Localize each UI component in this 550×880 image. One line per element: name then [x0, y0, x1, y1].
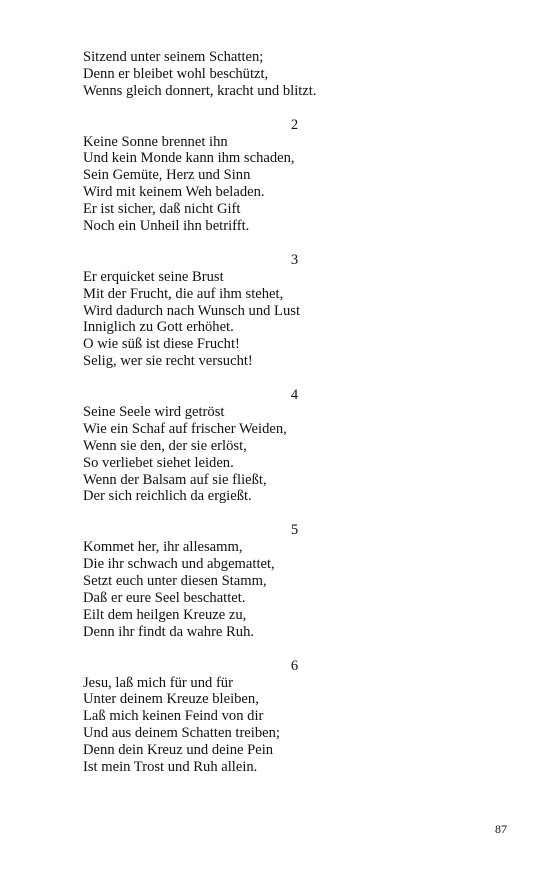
verse-line: Daß er eure Seel beschattet.: [83, 589, 246, 606]
stanza-5: [83, 522, 463, 640]
verse-line: Der sich reichlich da ergießt.: [83, 488, 252, 505]
poem: [83, 49, 463, 776]
verse-line: Denn ihr findt da wahre Ruh.: [83, 623, 255, 640]
verse-line: Er ist sicher, daß nicht Gift: [83, 201, 241, 218]
verse-line: Wird mit keinem Weh beladen.: [83, 184, 265, 201]
verse-line: Denn dein Kreuz und deine Pein: [83, 742, 274, 759]
verse-line: Setzt euch unter diesen Stamm,: [83, 573, 267, 590]
verse-line: Denn er bleibet wohl beschützt,: [83, 65, 269, 82]
verse-line: Ist mein Trost und Ruh allein.: [83, 758, 258, 775]
verse-line: Unter deinem Kreuze bleiben,: [83, 691, 259, 708]
verse-line: Kommet her, ihr allesamm,: [83, 539, 243, 556]
verse-line: Wird dadurch nach Wunsch und Lust: [83, 302, 301, 319]
stanza-1: [83, 49, 463, 100]
verse-line: Wenn sie den, der sie erlöst,: [83, 437, 247, 454]
verse-line: Mit der Frucht, die auf ihm stehet,: [83, 285, 284, 302]
verse-line: Er erquicket seine Brust: [83, 268, 224, 285]
page-number: 87: [495, 822, 507, 836]
verse-line: Die ihr schwach und abgemattet,: [83, 556, 275, 573]
stanza-2: [83, 117, 463, 235]
verse-line: Wenn der Balsam auf sie fließt,: [83, 471, 267, 488]
stanza-4: [83, 387, 463, 505]
verse-line: Und aus deinem Schatten treiben;: [83, 725, 280, 742]
verse-line: O wie süß ist diese Frucht!: [83, 336, 240, 353]
stanza-number: 2: [290, 116, 299, 133]
verse-line: So verliebet siehet leiden.: [83, 454, 234, 471]
stanza-3: [83, 252, 463, 370]
verse-line: Seine Seele wird getröst: [83, 404, 225, 421]
verse-line: Noch ein Unheil ihn betrifft.: [83, 218, 250, 235]
stanza-number: 4: [290, 387, 299, 404]
verse-line: Selig, wer sie recht versucht!: [83, 353, 253, 370]
verse-line: Und kein Monde kann ihm schaden,: [83, 150, 295, 167]
verse-line: Jesu, laß mich für und für: [83, 674, 233, 691]
verse-line: Sein Gemüte, Herz und Sinn: [83, 167, 251, 184]
verse-line: Keine Sonne brennet ihn: [83, 133, 228, 150]
verse-line: Sitzend unter seinem Schatten;: [83, 49, 264, 65]
stanza-number: 6: [290, 657, 299, 674]
verse-line: Laß mich keinen Feind von dir: [83, 708, 264, 725]
stanza-6: [83, 658, 463, 776]
verse-line: Eilt dem heilgen Kreuze zu,: [83, 606, 247, 623]
verse-line: Wie ein Schaf auf frischer Weiden,: [83, 420, 287, 437]
verse-line: Wenns gleich donnert, kracht und blitzt.: [83, 82, 317, 99]
stanza-number: 3: [290, 251, 299, 268]
stanza-number: 5: [290, 522, 299, 539]
verse-line: Inniglich zu Gott erhöhet.: [83, 319, 234, 336]
